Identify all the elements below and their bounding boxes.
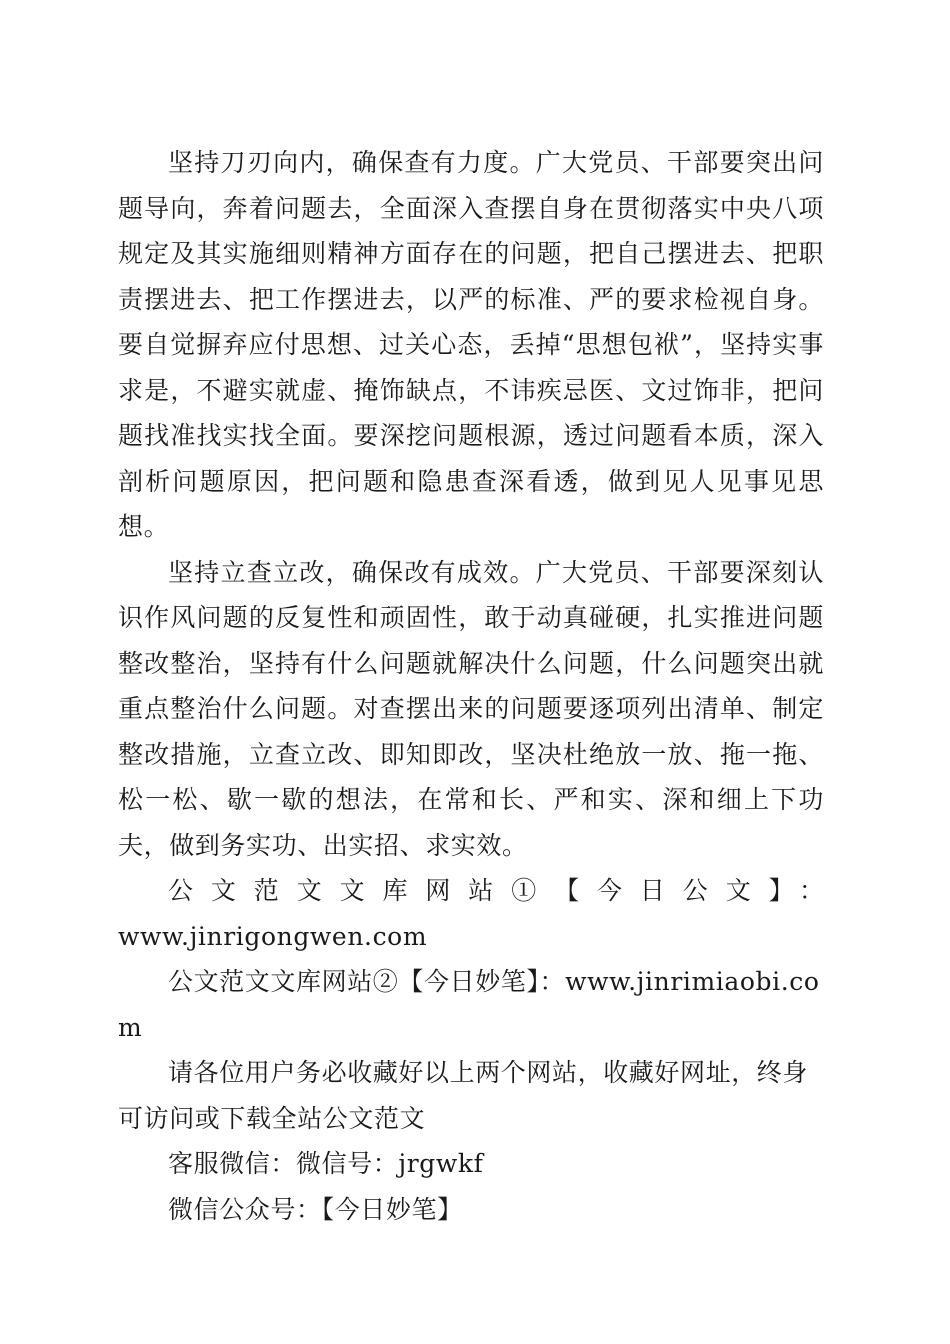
notice-paragraph: 请各位用户务必收藏好以上两个网站，收藏好网址，终身可访问或下载全站公文范文 bbox=[118, 1058, 809, 1133]
site2-line: 公文范文文库网站②【今日妙笔】：www.jinrimiaobi.com bbox=[118, 967, 820, 1042]
document-page bbox=[118, 140, 824, 1232]
site1-url: www.jinrigongwen.com bbox=[118, 921, 428, 951]
body-paragraph-1: 坚持刀刃向内，确保查有力度。广大党员、干部要突出问题导向，奔着问题去，全面深入查摆自身在贯彻落实中央八项规定及其实施细则精神方面存在的问题，把自己摆进去、把职责摆进去、把工作摆进去，以严的标准、严的要求检视自身。要自觉摒弃应付思想、过关心态，丢掉“思想包袱”，坚持实事求是，不避实就虚、掩饰缺点，不讳疾忌医、文过饰非，把问题找准找实找全面。要深挖问题根源，透过问题看本质，深入剖析问题原因，把问题和隐患查深看透，做到见人见事见思想。 bbox=[118, 148, 824, 541]
official-account-line: 微信公众号：【今日妙笔】 bbox=[168, 1194, 463, 1224]
service-wechat-line: 客服微信：微信号：jrgwkf bbox=[168, 1149, 484, 1178]
body-paragraph-2: 坚持立查立改，确保改有成效。广大党员、干部要深刻认识作风问题的反复性和顽固性，敢于动真碰硬，扎实推进问题整改整治，坚持有什么问题就解决什么问题，什么问题突出就重点整治什么问题。对查摆出来的问题要逐项列出清单、制定整改措施，立查立改、即知即改，坚决杜绝放一放、拖一拖、松一松、歇一歇的想法，在常和长、严和实、深和细上下功夫，做到务实功、出实招、求实效。 bbox=[118, 557, 824, 860]
site1-label: 公文范文文库网站①【今日公文】： bbox=[168, 876, 824, 905]
